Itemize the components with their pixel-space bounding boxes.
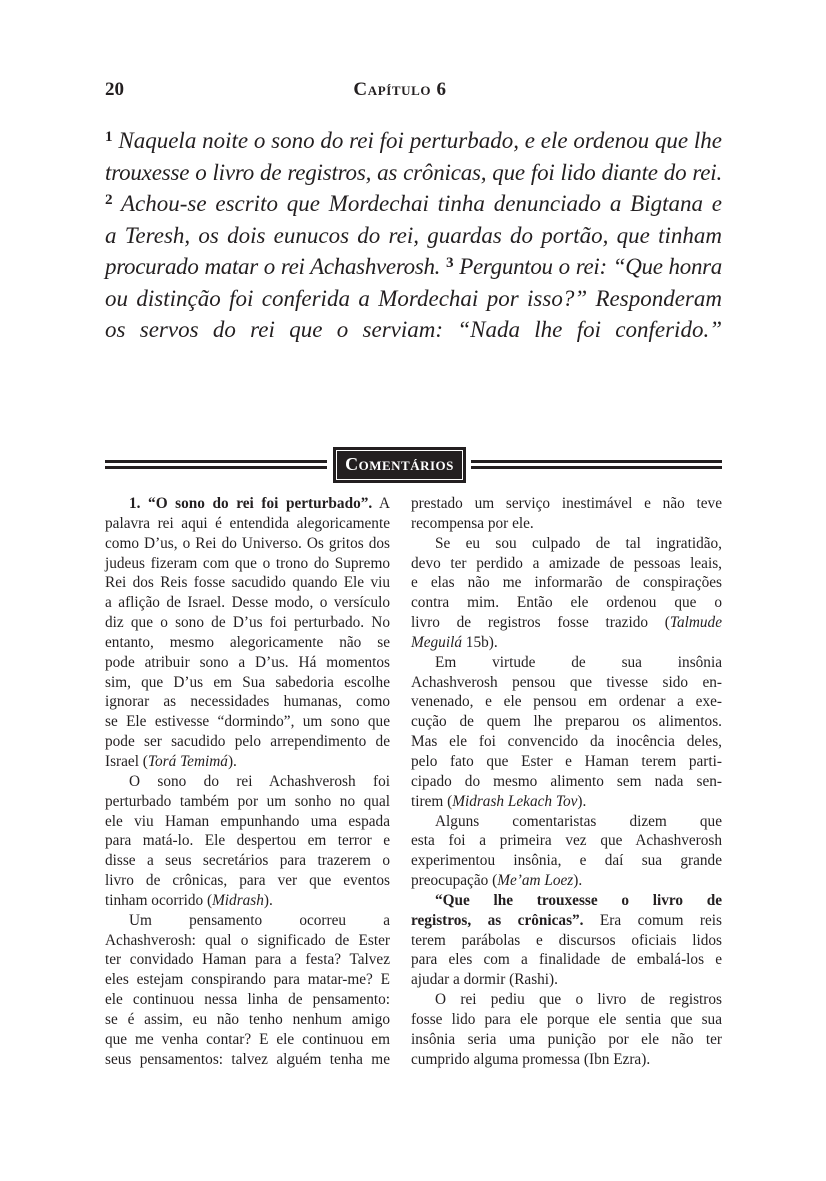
commentary-line: cipado do mesmo alimento sem nada sen- — [411, 772, 722, 790]
commentary-line — [411, 891, 722, 911]
commentary-line: e elas não me informarão de conspirações — [411, 574, 722, 592]
commentary-line — [411, 633, 722, 653]
verse-line — [105, 220, 722, 252]
commentary-line: a aflição de Israel. Desse modo, o versículo — [105, 594, 390, 612]
commentary-line — [411, 613, 722, 633]
verse-number: 1 — [105, 128, 113, 146]
italic-run: Talmude — [669, 614, 722, 632]
commentary-heading-box — [333, 447, 466, 483]
commentary-line: ajudar a dormir (Rashi). — [411, 971, 558, 989]
commentary-line: sim, que D’us em Sua sabedoria escolhe — [105, 673, 390, 691]
bold-run: 1. “O sono do rei foi perturbado”. — [129, 495, 373, 512]
commentary-line: ele continuou nessa linha de pensamento: — [105, 991, 390, 1009]
commentary-column-right — [411, 494, 722, 1069]
text-run: ou distinção foi conferida a Mordechai por isso?” Responderam — [105, 285, 722, 311]
page-number: 20 — [105, 79, 124, 100]
text-run: A — [372, 495, 391, 512]
commentary-line: judeus fizeram com que o trono do Supremo — [105, 554, 390, 572]
commentary-line: ter convidado Haman para a festa? Talvez — [105, 951, 390, 969]
commentary-line: se Ele estivesse “dormindo”, um sono que — [105, 713, 390, 731]
text-run: Israel ( — [105, 752, 148, 770]
text-run: ). — [573, 872, 583, 890]
verse-line — [105, 125, 722, 157]
commentary-line: que me venha contar? E ele continuou em — [105, 1030, 390, 1048]
text-run: ). — [263, 891, 273, 909]
heading-rule-right — [471, 460, 722, 469]
commentary-line: recompensa por ele. — [411, 514, 534, 532]
commentary-heading: Comentários — [345, 454, 454, 474]
commentary-line: experimentou insônia, e daí sua grande — [411, 852, 722, 870]
bold-run: registros, as crônicas”. — [411, 911, 584, 929]
text-run: livro de registros fosse trazido ( — [411, 614, 670, 632]
text-run: Achou-se escrito que Mordechai tinha denunciado a Bigtana e — [112, 191, 722, 216]
text-run: tinham ocorrido ( — [105, 891, 213, 909]
commentary-column-left — [105, 494, 390, 1069]
verse-line — [105, 157, 722, 189]
commentary-line: Achashverosh: qual o significado de Ester — [105, 931, 390, 949]
italic-run: Midrash Lekach Tov — [452, 792, 578, 810]
commentary-line: cução de quem lhe preparou os alimentos. — [411, 713, 722, 731]
text-run: os servos do rei que o serviam: “Nada lhe foi conferido.” — [105, 317, 722, 342]
commentary-line: se é assim, eu não tenho nenhum amigo — [105, 1010, 390, 1028]
italic-run: Me’am Loez — [497, 872, 574, 890]
commentary-line — [411, 792, 722, 812]
commentary-line: ele viu Haman empunhando uma espada — [105, 812, 390, 830]
italic-run: Meguilá — [411, 633, 462, 651]
text-run: 15b). — [461, 633, 498, 651]
commentary-line: para matá-lo. Ele despertou em terror e — [105, 832, 390, 850]
commentary-line: perturbado também por um sonho no qual — [105, 792, 390, 810]
commentary-line: devo ter perdido a amizade de pessoas leais, — [411, 554, 722, 572]
commentary-line: Achashverosh pensou que tivesse sido en- — [411, 673, 722, 691]
commentary-line: contra mim. Então ele ordenou que o — [411, 594, 722, 612]
text-run: Era comum reis — [583, 911, 722, 929]
commentary-line: Alguns comentaristas dizem que — [435, 812, 722, 830]
text-run: preocupação ( — [411, 872, 498, 890]
verse-line — [105, 251, 722, 283]
text-run: a Teresh, os dois eunucos do rei, guardas do portão, que tinham — [105, 222, 722, 248]
verse-line — [105, 283, 722, 315]
commentary-line — [105, 752, 390, 772]
commentary-line: terem parábolas e discursos oficiais lidos — [411, 931, 722, 949]
commentary-line: disse a seus secretários para trazerem o — [105, 852, 390, 870]
commentary-line: prestado um serviço inestimável e não teve — [411, 495, 722, 512]
text-run: tirem ( — [411, 792, 453, 810]
commentary-line: esta foi a primeira vez que Achashverosh — [411, 832, 722, 850]
commentary-line: Rei dos Reis fosse sacudido quando Ele viu — [105, 574, 390, 592]
commentary-line: O sono do rei Achashverosh foi — [129, 772, 390, 790]
commentary-line: fosse lido para ele porque ele sentia que sua — [411, 1010, 722, 1028]
commentary-line — [411, 871, 722, 891]
commentary-line: insônia seria uma punição por ele não ter — [411, 1030, 722, 1048]
commentary-line: pode atribuir sono a D’us. Há momentos — [105, 653, 390, 671]
commentary-line: Se eu sou culpado de tal ingratidão, — [435, 534, 722, 552]
italic-run: Midrash — [212, 891, 264, 909]
text-run: trouxesse o livro de registros, as crônicas, que foi lido diante do rei. — [105, 159, 722, 185]
commentary-line: Um pensamento ocorreu a — [129, 911, 390, 929]
commentary-line: livro de crônicas, para ver que eventos — [105, 872, 390, 890]
verse-line — [105, 314, 722, 346]
commentary-line — [411, 911, 722, 931]
commentary-line: eles estejam conspirando para matar-me? E — [105, 971, 390, 989]
commentary-line — [105, 494, 390, 514]
commentary-line: pode ser sacudido pelo arrependimento de — [105, 733, 390, 751]
commentary-line — [105, 891, 390, 911]
commentary-line: ignorar as necessidades humanas, como — [105, 693, 390, 711]
commentary-line: cumprido alguma promessa (Ibn Ezra). — [411, 1050, 651, 1068]
italic-run: Torá Temimá — [147, 752, 228, 770]
verse-number: 3 — [446, 254, 454, 272]
commentary-line: como D’us, o Rei do Universo. Os gritos dos — [105, 534, 390, 552]
chapter-title: Capítulo 6 — [353, 79, 447, 100]
text-run: ). — [227, 752, 237, 770]
commentary-line: seus pensamentos: talvez alguém tenha me — [105, 1050, 390, 1068]
commentary-line: Em virtude de sua insônia — [435, 653, 722, 671]
text-run: ). — [577, 792, 587, 810]
commentary-line: entanto, mesmo alegoricamente não se — [105, 633, 390, 651]
commentary-line: palavra rei aqui é entendida alegoricamente — [105, 514, 390, 532]
verse-text-block — [105, 125, 722, 346]
text-run: procurado matar o rei Achashverosh. — [105, 254, 447, 279]
bold-run: “Que lhe trouxesse o livro de — [435, 891, 722, 909]
text-run: Naquela noite o sono do rei foi perturbado, e ele ordenou que lhe — [112, 128, 722, 153]
verse-line — [105, 188, 722, 220]
verse-number: 2 — [105, 191, 113, 209]
commentary-line: pelo fato que Ester e Haman terem parti- — [411, 752, 722, 770]
commentary-line: diz que o sono de D’us foi perturbado. No — [105, 614, 390, 632]
commentary-line: para eles com a finalidade de embalá-los e — [411, 951, 722, 969]
heading-rule-left — [105, 460, 327, 469]
commentary-line: venenado, e ele pensou em ordenar a exe- — [411, 693, 722, 711]
commentary-line: O rei pediu que o livro de registros — [435, 991, 722, 1009]
commentary-line: Mas ele foi convencido da inocência deles, — [411, 733, 722, 751]
text-run: Perguntou o rei: “Que honra — [453, 254, 722, 279]
